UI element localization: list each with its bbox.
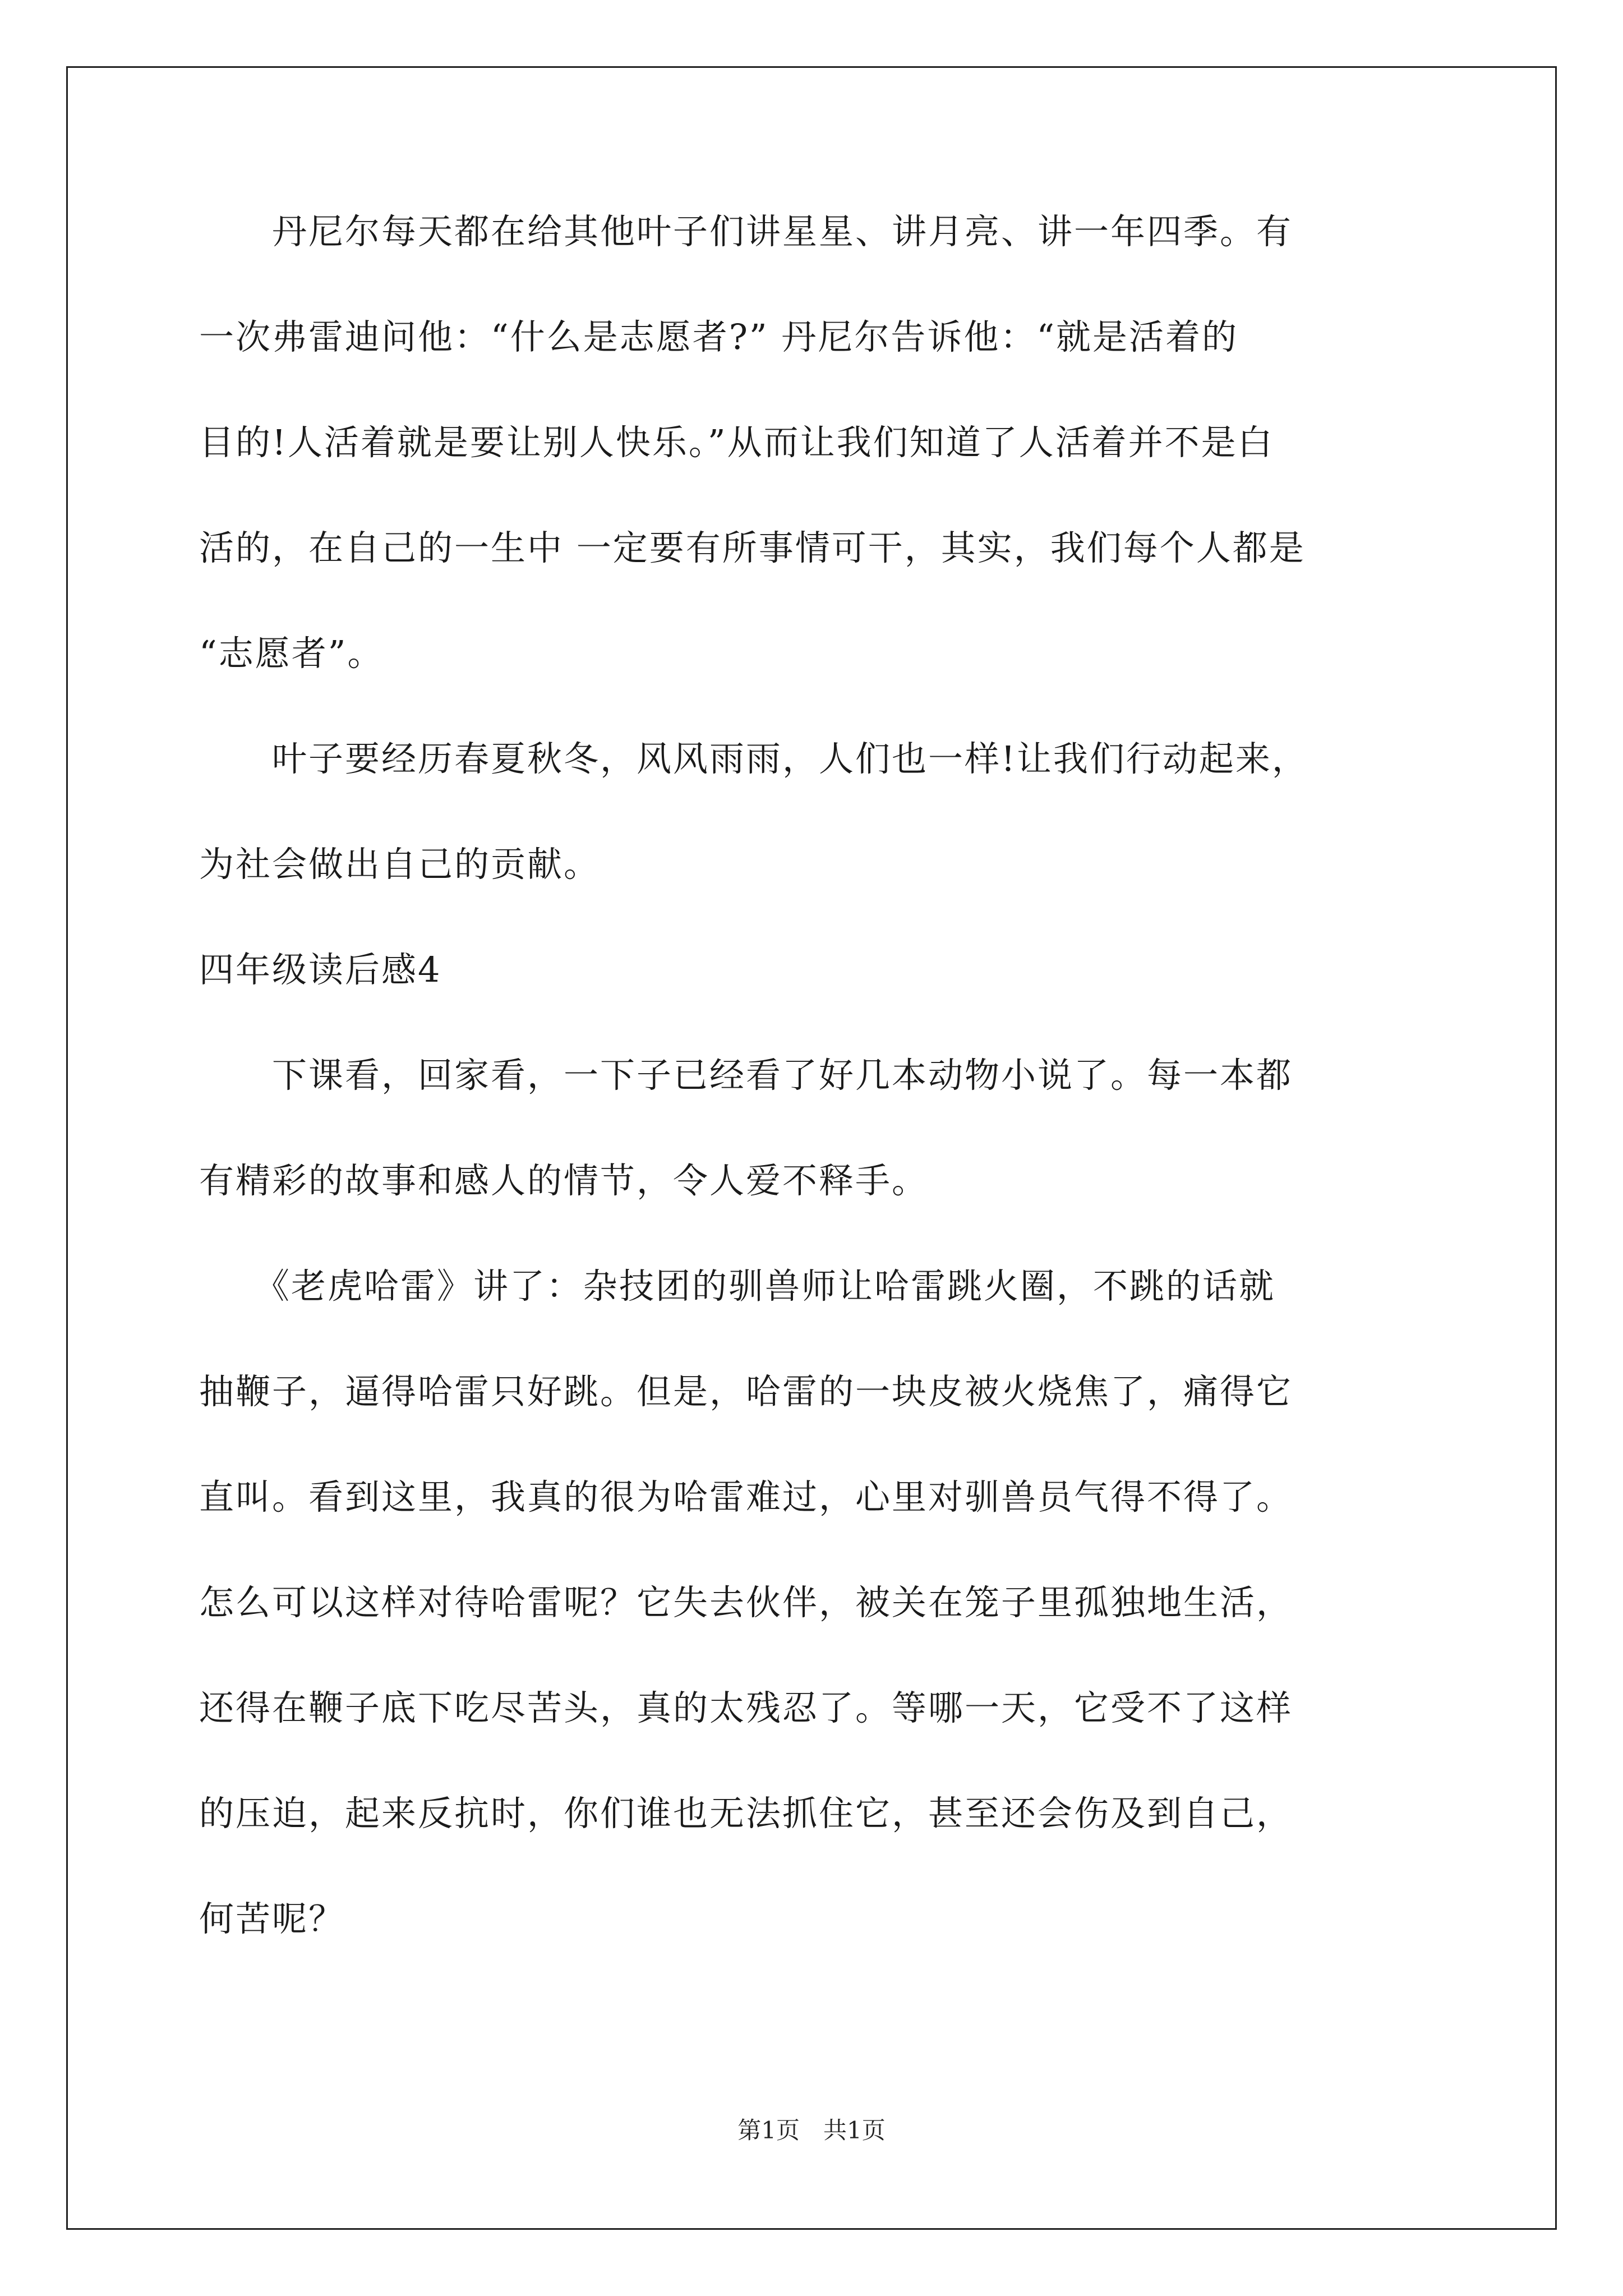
text-line: 何苦呢？ <box>199 1898 345 1939</box>
text-line: 的压迫，起来反抗时，你们谁也无法抓住它，甚至还会伤及到自己， <box>199 1793 1293 1834</box>
text-line: 怎么可以这样对待哈雷呢？它失去伙伴，被关在笼子里孤独地生活， <box>199 1582 1293 1623</box>
section-heading: 四年级读后感4 <box>199 949 442 990</box>
text-line: 一次弗雷迪问他：“什么是志愿者?” 丹尼尔告诉他：“就是活着的 <box>199 316 1239 357</box>
text-line: 叶子要经历春夏秋冬，风风雨雨，人们也一样!让我们行动起来， <box>199 738 1308 779</box>
text-line: 直叫。看到这里，我真的很为哈雷难过，心里对驯兽员气得不得了。 <box>199 1476 1293 1517</box>
text-line: 活的，在自己的一生中 一定要有所事情可干，其实，我们每个人都是 <box>199 527 1306 568</box>
text-line: 为社会做出自己的贡献。 <box>199 844 601 885</box>
text-line: 《老虎哈雷》讲了：杂技团的驯兽师让哈雷跳火圈，不跳的话就 <box>199 1266 1276 1306</box>
text-line: 丹尼尔每天都在给其他叶子们讲星星、讲月亮、讲一年四季。有 <box>199 211 1293 252</box>
text-line: 抽鞭子，逼得哈雷只好跳。但是，哈雷的一块皮被火烧焦了，痛得它 <box>199 1371 1293 1412</box>
text-line: 还得在鞭子底下吃尽苦头，真的太残忍了。等哪一天，它受不了这样 <box>199 1687 1293 1728</box>
text-line: 目的!人活着就是要让别人快乐。”从而让我们知道了人活着并不是白 <box>199 422 1274 463</box>
page-footer: 第1页 共1页 <box>737 2116 886 2144</box>
document-body <box>199 211 1455 1939</box>
text-line: 有精彩的故事和感人的情节，令人爱不释手。 <box>199 1160 929 1201</box>
text-line: “志愿者”。 <box>199 633 384 674</box>
text-line: 下课看，回家看，一下子已经看了好几本动物小说了。每一本都 <box>199 1055 1293 1096</box>
